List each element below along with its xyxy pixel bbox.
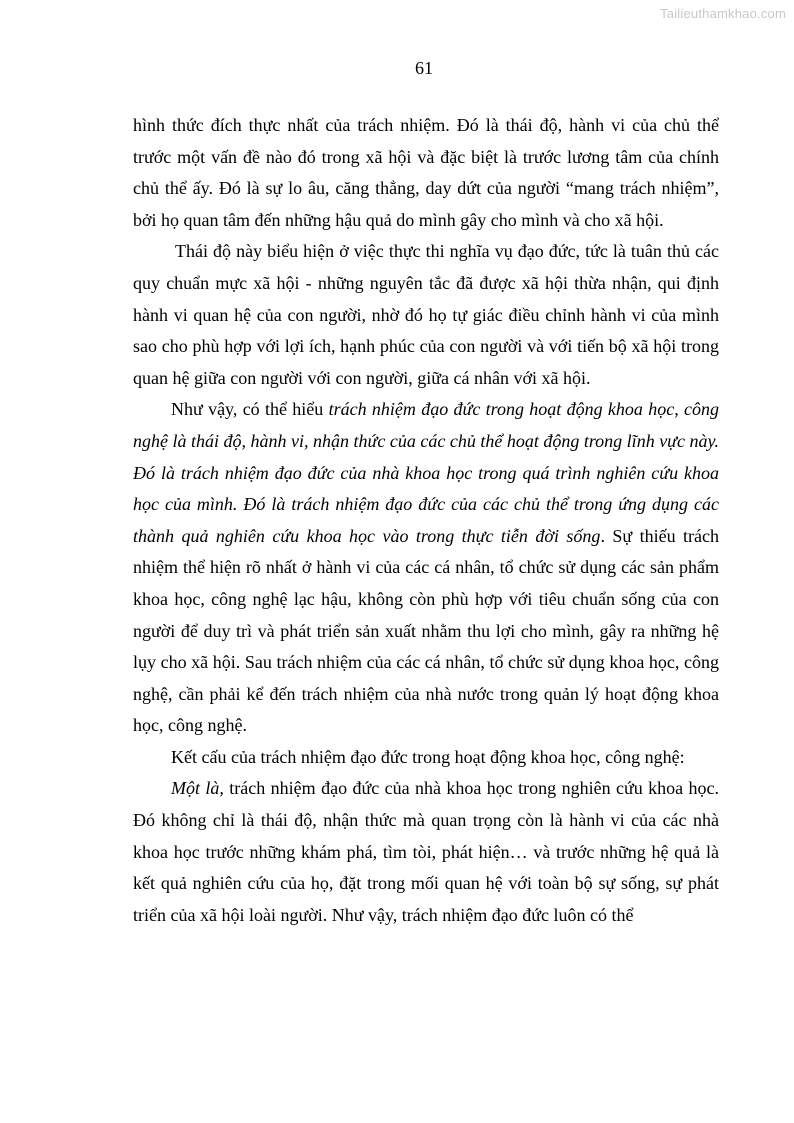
paragraph-5-lead: Một là, [171,778,224,799]
paragraph-3-definition: trách nhiệm đạo đức trong hoạt động khoa học, công nghệ là thái độ, hành vi, nhận thức của các chủ thể hoạt động trong lĩnh vực này. Đó là trách nhiệm đạo đức của nhà khoa học trong quá trình nghiên cứu khoa học của mình. Đó là trách nhiệm đạo đức của các chủ thể trong ứng dụng các thành quả nghiên cứu khoa học vào trong thực tiễn đời sống [133,399,719,546]
paragraph-1: hình thức đích thực nhất của trách nhiệm. Đó là thái độ, hành vi của chủ thể trước một vấn đề nào đó trong xã hội và đặc biệt là trước lương tâm của chính chủ thể ấy. Đó là sự lo âu, căng thẳng, day dứt của người “mang trách nhiệm”, bởi họ quan tâm đến những hậu quả do mình gây cho mình và cho xã hội. [133,115,719,230]
paragraph-2: Thái độ này biểu hiện ở việc thực thi nghĩa vụ đạo đức, tức là tuân thủ các quy chuẩn mực xã hội - những nguyên tắc đã được xã hội thừa nhận, qui định hành vi quan hệ của con người, nhờ đó họ tự giác điều chỉnh hành vi của mình sao cho phù hợp với lợi ích, hạnh phúc của con người và với tiến bộ xã hội trong quan hệ giữa con người với con người, giữa cá nhân với xã hội. [133,241,719,388]
paragraph-3-rest: . Sự thiếu trách nhiệm thể hiện rõ nhất ở hành vi của các cá nhân, tổ chức sử dụng các sản phẩm khoa học, công nghệ lạc hậu, không còn phù hợp với tiêu chuẩn sống của con người để duy trì và phát triển sản xuất nhằm thu lợi cho mình, gây ra những hệ lụy cho xã hội. Sau trách nhiệm của các cá nhân, tổ chức sử dụng khoa học, công nghệ, cần phải kể đến trách nhiệm của nhà nước trong quản lý hoạt động khoa học, công nghệ. [133,525,720,736]
paragraph-4: Kết cấu của trách nhiệm đạo đức trong hoạt động khoa học, công nghệ: [171,746,685,767]
paragraph-3 [133,394,719,742]
paragraph-5-rest: trách nhiệm đạo đức của nhà khoa học trong nghiên cứu khoa học. Đó không chỉ là thái độ, nhận thức mà quan trọng còn là hành vi của các nhà khoa học trước những khám phá, tìm tòi, phát hiện… và trước những hệ quả là kết quả nghiên cứu của họ, đặt trong mối quan hệ với toàn bộ sự sống, sự phát triển của xã hội loài người. Như vậy, trách nhiệm đạo đức luôn có thể [133,778,719,925]
paragraph-3-lead: Như vậy, có thể hiểu [171,399,329,420]
page-number: 61 [415,58,433,78]
document-body [133,110,719,931]
paragraph-5 [133,773,719,931]
watermark: Tailieuthamkhao.com [660,6,786,21]
